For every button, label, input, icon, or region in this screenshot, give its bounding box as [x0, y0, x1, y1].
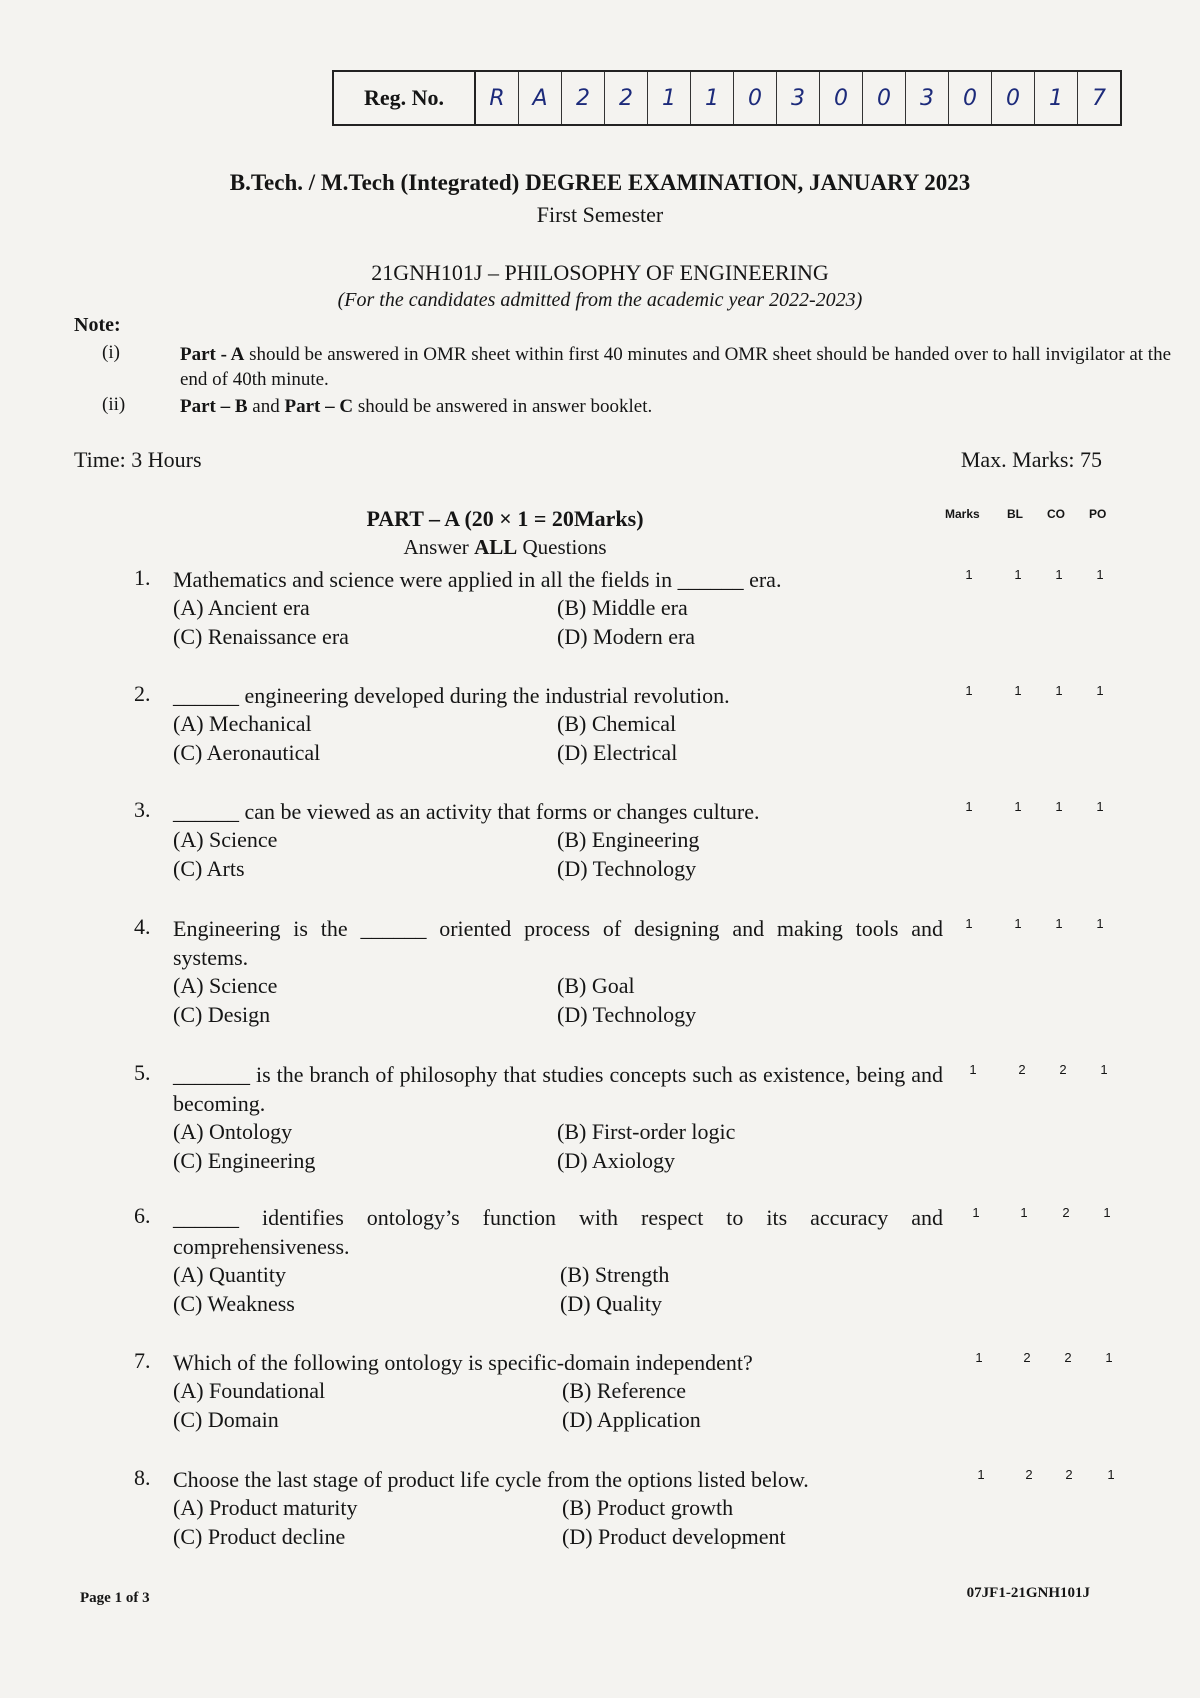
- option: (D) Application: [562, 1407, 701, 1432]
- option: (B) Goal: [557, 973, 635, 998]
- po-value: 1: [1096, 916, 1104, 931]
- option: (B) Reference: [562, 1378, 686, 1403]
- note-number: (ii): [102, 394, 126, 415]
- reg-digit: A: [519, 72, 562, 124]
- option: (C) Arts: [173, 856, 245, 881]
- co-value: 1: [1055, 799, 1063, 814]
- question-number: 7.: [134, 1348, 151, 1373]
- option: (D) Technology: [557, 856, 697, 881]
- note-mid: and: [247, 396, 285, 417]
- option: (B) Middle era: [557, 595, 688, 620]
- instr-suffix: Questions: [517, 535, 607, 559]
- semester: First Semester: [536, 202, 664, 227]
- reg-digit: 0: [734, 72, 777, 124]
- column-header-po: PO: [1089, 507, 1107, 521]
- question-number: 2.: [134, 681, 151, 706]
- co-value: 2: [1059, 1062, 1067, 1077]
- po-value: 1: [1096, 799, 1104, 814]
- reg-digit: 2: [605, 72, 648, 124]
- option: (B) Strength: [560, 1262, 670, 1287]
- option: (A) Science: [173, 973, 278, 998]
- option: (A) Science: [173, 827, 278, 852]
- option: (B) Product growth: [562, 1495, 734, 1520]
- option: (A) Mechanical: [173, 711, 312, 736]
- option: (A) Ontology: [173, 1119, 293, 1144]
- marks-value: 1: [965, 567, 973, 582]
- reg-digit: 3: [777, 72, 820, 124]
- reg-digit: 0: [992, 72, 1035, 124]
- co-value: 1: [1055, 916, 1063, 931]
- po-value: 1: [1096, 567, 1104, 582]
- option: (B) First-order logic: [557, 1119, 736, 1144]
- option: (C) Aeronautical: [173, 740, 321, 765]
- option: (D) Quality: [560, 1291, 663, 1316]
- option: (B) Chemical: [557, 711, 677, 736]
- question-text: _______ is the branch of philosophy that studies concepts such as existence, being and becoming.: [173, 1062, 943, 1116]
- bl-value: 1: [1014, 683, 1022, 698]
- reg-digit: 2: [562, 72, 605, 124]
- question-text: ______ engineering developed during the industrial revolution.: [173, 683, 730, 708]
- bl-value: 2: [1023, 1350, 1031, 1365]
- co-value: 1: [1055, 567, 1063, 582]
- marks-value: 1: [977, 1467, 985, 1482]
- marks-value: 1: [965, 683, 973, 698]
- option: (D) Product development: [562, 1524, 786, 1549]
- page-number: Page 1 of 3: [80, 1590, 150, 1606]
- option: (B) Engineering: [557, 827, 700, 852]
- bl-value: 2: [1018, 1062, 1026, 1077]
- option: (D) Electrical: [557, 740, 678, 765]
- reg-digit: 0: [820, 72, 863, 124]
- po-value: 1: [1105, 1350, 1113, 1365]
- note-number: (i): [102, 342, 120, 363]
- reg-digit: 1: [648, 72, 691, 124]
- column-header-co: CO: [1047, 507, 1065, 521]
- bl-value: 2: [1025, 1467, 1033, 1482]
- reg-digit: 0: [863, 72, 906, 124]
- max-marks: Max. Marks: 75: [960, 447, 1102, 472]
- co-value: 2: [1062, 1205, 1070, 1220]
- instr-prefix: Answer: [403, 535, 475, 559]
- bl-value: 1: [1014, 916, 1022, 931]
- po-value: 1: [1100, 1062, 1108, 1077]
- option: (D) Technology: [557, 1002, 697, 1027]
- note-bold: Part - A: [180, 344, 245, 365]
- marks-value: 1: [975, 1350, 983, 1365]
- question-text: Choose the last stage of product life cycle from the options listed below.: [173, 1467, 809, 1492]
- reg-number-label: Reg. No.: [334, 72, 476, 124]
- option: (C) Engineering: [173, 1148, 316, 1173]
- instr-bold: ALL: [474, 535, 518, 559]
- option: (C) Design: [173, 1002, 271, 1027]
- question-text: ______ identifies ontology’s function with respect to its accuracy and comprehensiveness.: [173, 1205, 943, 1259]
- po-value: 1: [1107, 1467, 1115, 1482]
- reg-digit: R: [476, 72, 519, 124]
- note-body: should be answered in OMR sheet within first 40 minutes and OMR sheet should be handed over to hall invigilator at the end of 40th minute.: [180, 344, 1171, 390]
- reg-digit: 0: [949, 72, 992, 124]
- option: (C) Renaissance era: [173, 624, 349, 649]
- reg-number-box: [332, 70, 1122, 126]
- candidates-note: (For the candidates admitted from the academic year 2022-2023): [337, 289, 863, 311]
- time-allowed: Time: 3 Hours: [74, 447, 202, 472]
- part-a-title: PART – A (20 × 1 = 20Marks): [366, 506, 644, 531]
- option: (A) Quantity: [173, 1262, 287, 1287]
- reg-digit: 7: [1092, 85, 1106, 111]
- question-number: 1.: [134, 565, 151, 590]
- marks-value: 1: [965, 916, 973, 931]
- marks-value: 1: [969, 1062, 977, 1077]
- question-number: 3.: [134, 797, 151, 822]
- option: (C) Domain: [173, 1407, 279, 1432]
- column-header-bl: BL: [1007, 507, 1023, 521]
- question-number: 4.: [134, 914, 151, 939]
- co-value: 2: [1065, 1467, 1073, 1482]
- note-title: Note:: [74, 314, 121, 336]
- note-text: [180, 342, 1180, 392]
- option: (D) Axiology: [557, 1148, 675, 1173]
- co-value: 1: [1055, 683, 1063, 698]
- option: (A) Ancient era: [173, 595, 310, 620]
- column-header-marks: Marks: [945, 507, 980, 521]
- reg-digit: 1: [691, 72, 734, 124]
- question-text: ______ can be viewed as an activity that forms or changes culture.: [173, 799, 760, 824]
- course-title: 21GNH101J – PHILOSOPHY OF ENGINEERING: [371, 260, 829, 285]
- question-number: 8.: [134, 1465, 151, 1490]
- bl-value: 1: [1014, 567, 1022, 582]
- question-number: 6.: [134, 1203, 151, 1228]
- po-value: 1: [1103, 1205, 1111, 1220]
- option: (A) Product maturity: [173, 1495, 358, 1520]
- paper-code: 07JF1-21GNH101J: [966, 1585, 1090, 1601]
- option: (C) Product decline: [173, 1524, 346, 1549]
- reg-digit: 1: [1035, 72, 1078, 124]
- bl-value: 1: [1020, 1205, 1028, 1220]
- note-bold: Part – B: [180, 396, 248, 417]
- question-text: Mathematics and science were applied in all the fields in ______ era.: [173, 567, 782, 592]
- option: (D) Modern era: [557, 624, 696, 649]
- marks-value: 1: [965, 799, 973, 814]
- note-body: should be answered in answer booklet.: [353, 396, 653, 417]
- question-text: Which of the following ontology is specific-domain independent?: [173, 1350, 753, 1375]
- note-bold: Part – C: [284, 396, 354, 417]
- option: (C) Weakness: [173, 1291, 295, 1316]
- co-value: 2: [1064, 1350, 1072, 1365]
- marks-value: 1: [972, 1205, 980, 1220]
- reg-digit: 3: [906, 72, 949, 124]
- po-value: 1: [1096, 683, 1104, 698]
- note-text: [180, 394, 1180, 419]
- option: (A) Foundational: [173, 1378, 326, 1403]
- question-text: Engineering is the ______ oriented process of designing and making tools and systems.: [173, 916, 943, 970]
- bl-value: 1: [1014, 799, 1022, 814]
- question-number: 5.: [134, 1060, 151, 1085]
- exam-title: B.Tech. / M.Tech (Integrated) DEGREE EXAMINATION, JANUARY 2023: [229, 170, 971, 195]
- part-a-instruction: [0, 535, 1010, 560]
